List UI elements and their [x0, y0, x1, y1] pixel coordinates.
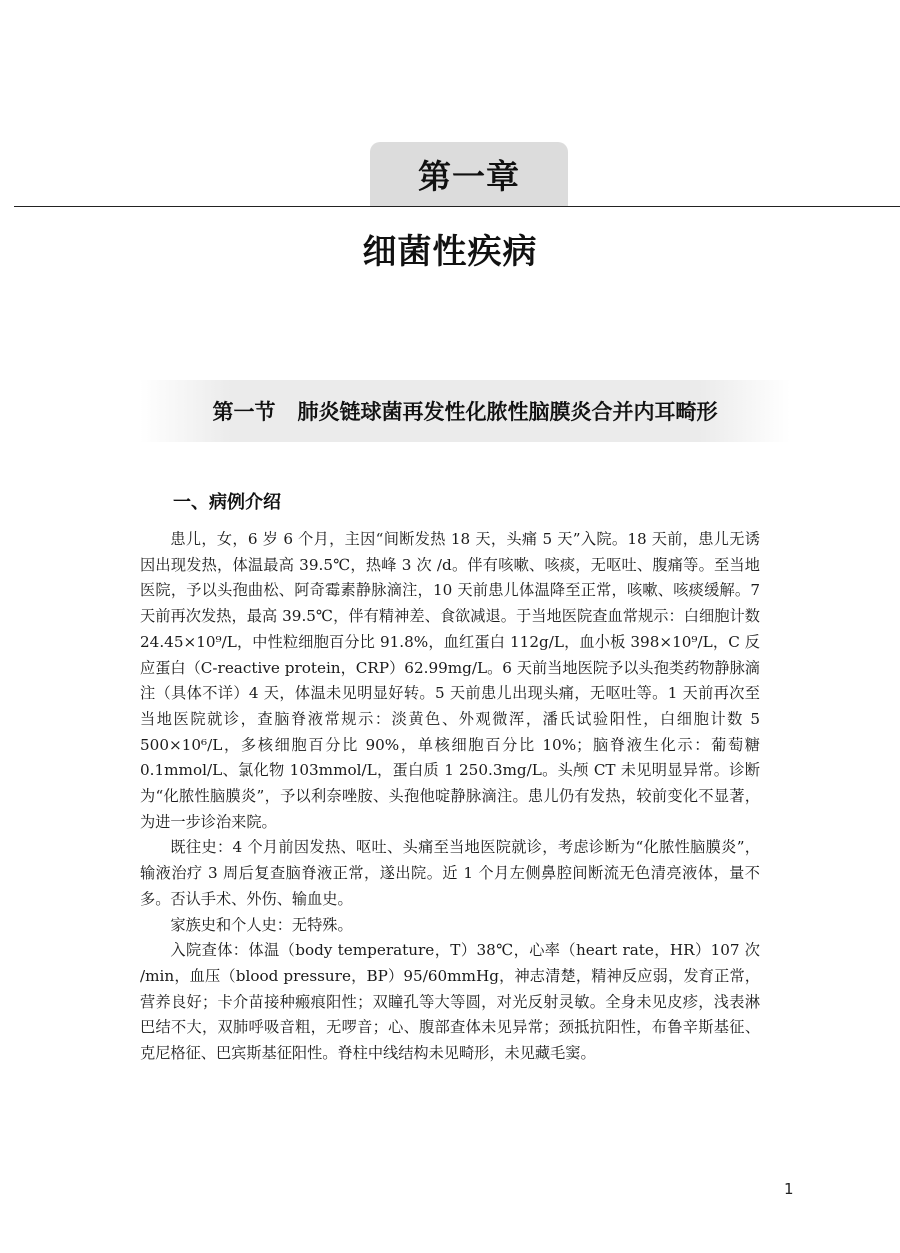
section-title: 肺炎链球菌再发性化脓性脑膜炎合并内耳畸形	[297, 400, 718, 424]
paragraph-present-illness: 患儿，女，6 岁 6 个月，主因“间断发热 18 天，头痛 5 天”入院。18 天前，患儿无诱因出现发热，体温最高 39.5℃，热峰 3 次 /d。伴有咳嗽、咳痰，无呕吐、腹痛等。至当地医院，予以头孢曲松、阿奇霉素静脉滴注，10 天前患儿体温降至正常，咳嗽、咳痰缓解。7 天前再次发热，最高 39.5℃，伴有精神差、食欲减退。于当地医院查血常规示：白细胞计数 24.45×10⁹/L，中性粒细胞百分比 91.8%，血红蛋白 112g/L，血小板 398×10⁹/L，C 反应蛋白（C-reactive protein，CRP）62.99mg/L。6 天前当地医院予以头孢类药物静脉滴注（具体不详）4 天，体温未见明显好转。5 天前患儿出现头痛，无呕吐等。1 天前再次至当地医院就诊，查脑脊液常规示：淡黄色、外观微浑，潘氏试验阳性，白细胞计数 5 500×10⁶/L，多核细胞百分比 90%，单核细胞百分比 10%；脑脊液生化示：葡萄糖 0.1mmol/L、氯化物 103mmol/L，蛋白质 1 250.3mg/L。头颅 CT 未见明显异常。诊断为“化脓性脑膜炎”，予以利奈唑胺、头孢他啶静脉滴注。患儿仍有发热，较前变化不显著，为进一步诊治来院。	[140, 530, 760, 831]
section-heading	[213, 396, 718, 426]
case-intro-heading: 一、病例介绍	[173, 492, 281, 513]
chapter-label-tab	[370, 142, 568, 206]
paragraph-past-history: 既往史：4 个月前因发热、呕吐、头痛至当地医院就诊，考虑诊断为“化脓性脑膜炎”，输液治疗 3 周后复查脑脊液正常，遂出院。近 1 个月左侧鼻腔间断流无色清亮液体，量不多。否认手术、外伤、输血史。	[140, 838, 760, 908]
page-number: 1	[784, 1180, 794, 1198]
case-body	[140, 527, 760, 1067]
paragraph-family-history: 家族史和个人史：无特殊。	[170, 915, 353, 934]
section-number: 第一节	[212, 400, 276, 424]
chapter-title: 细菌性疾病	[362, 232, 538, 272]
chapter-divider	[14, 206, 900, 207]
paragraph-physical-exam: 入院查体：体温（body temperature，T）38℃，心率（heart rate，HR）107 次 /min，血压（blood pressure，BP）95/60mmHg，神志清楚，精神反应弱，发育正常，营养良好；卡介苗接种瘢痕阳性；双瞳孔等大等圆，对光反射灵敏。全身未见皮疹，浅表淋巴结不大，双肺呼吸音粗，无啰音；心、腹部查体未见异常；颈抵抗阳性，布鲁辛斯基征、克尼格征、巴宾斯基征阳性。脊柱中线结构未见畸形，未见藏毛窦。	[140, 941, 760, 1063]
section-heading-band	[140, 380, 790, 442]
chapter-label: 第一章	[418, 156, 520, 196]
